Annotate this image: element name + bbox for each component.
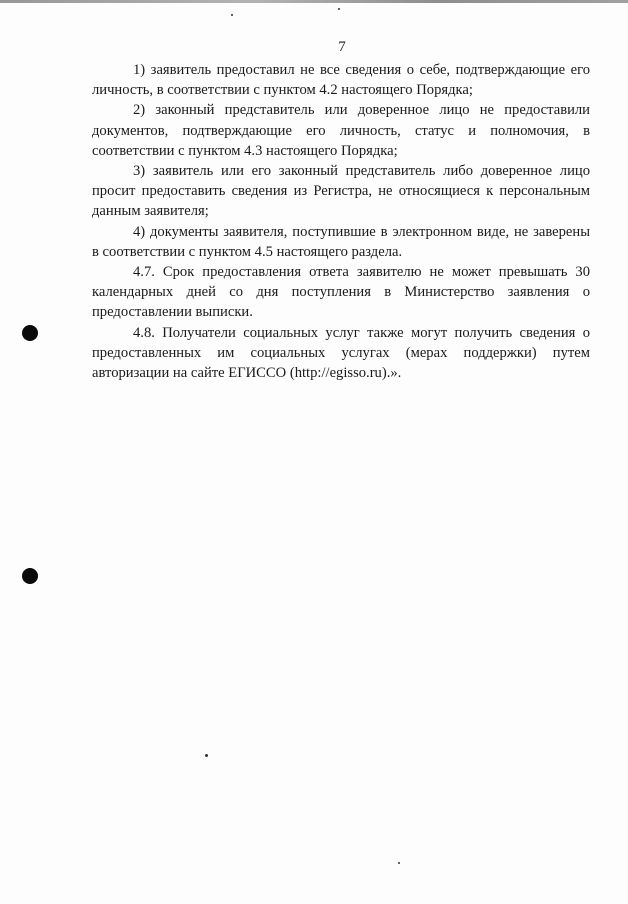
punch-hole-icon bbox=[22, 568, 38, 584]
paragraph-item-2: 2) законный представитель или доверенное лицо не предоставили документов, подтверждающие его личность, статус и полномочия, в соответствии с пунктом 4.3 настоящего Порядка; bbox=[92, 102, 590, 159]
scan-speck bbox=[205, 754, 208, 757]
scan-speck bbox=[398, 862, 400, 864]
scan-speck bbox=[231, 14, 233, 16]
paragraph-4-8: 4.8. Получатели социальных услуг также могут получить сведения о предоставленных им социальных услугах (мерах поддержки) путем авторизации на сайте ЕГИССО (http://egisso.ru).». bbox=[92, 324, 590, 382]
paragraph-item-1: 1) заявитель предоставил не все сведения о себе, подтверждающие его личность, в соответствии с пунктом 4.2 настоящего Порядка; bbox=[92, 62, 590, 99]
paragraph-4-7: 4.7. Срок предоставления ответа заявителю не может превышать 30 календарных дней со дня поступления в Министерство заявления о предоставлении выписки. bbox=[92, 264, 590, 321]
scan-top-edge bbox=[0, 0, 628, 3]
page-number: 7 bbox=[338, 39, 346, 55]
document-body bbox=[92, 60, 590, 383]
scan-speck bbox=[338, 8, 340, 10]
punch-hole-icon bbox=[22, 325, 38, 341]
paragraph-item-4: 4) документы заявителя, поступившие в электронном виде, не заверены в соответствии с пунктом 4.5 настоящего раздела. bbox=[92, 223, 590, 260]
paragraph-item-3: 3) заявитель или его законный представитель либо доверенное лицо просит предоставить сведения из Регистра, не относящиеся к персональным данным заявителя; bbox=[92, 163, 590, 220]
